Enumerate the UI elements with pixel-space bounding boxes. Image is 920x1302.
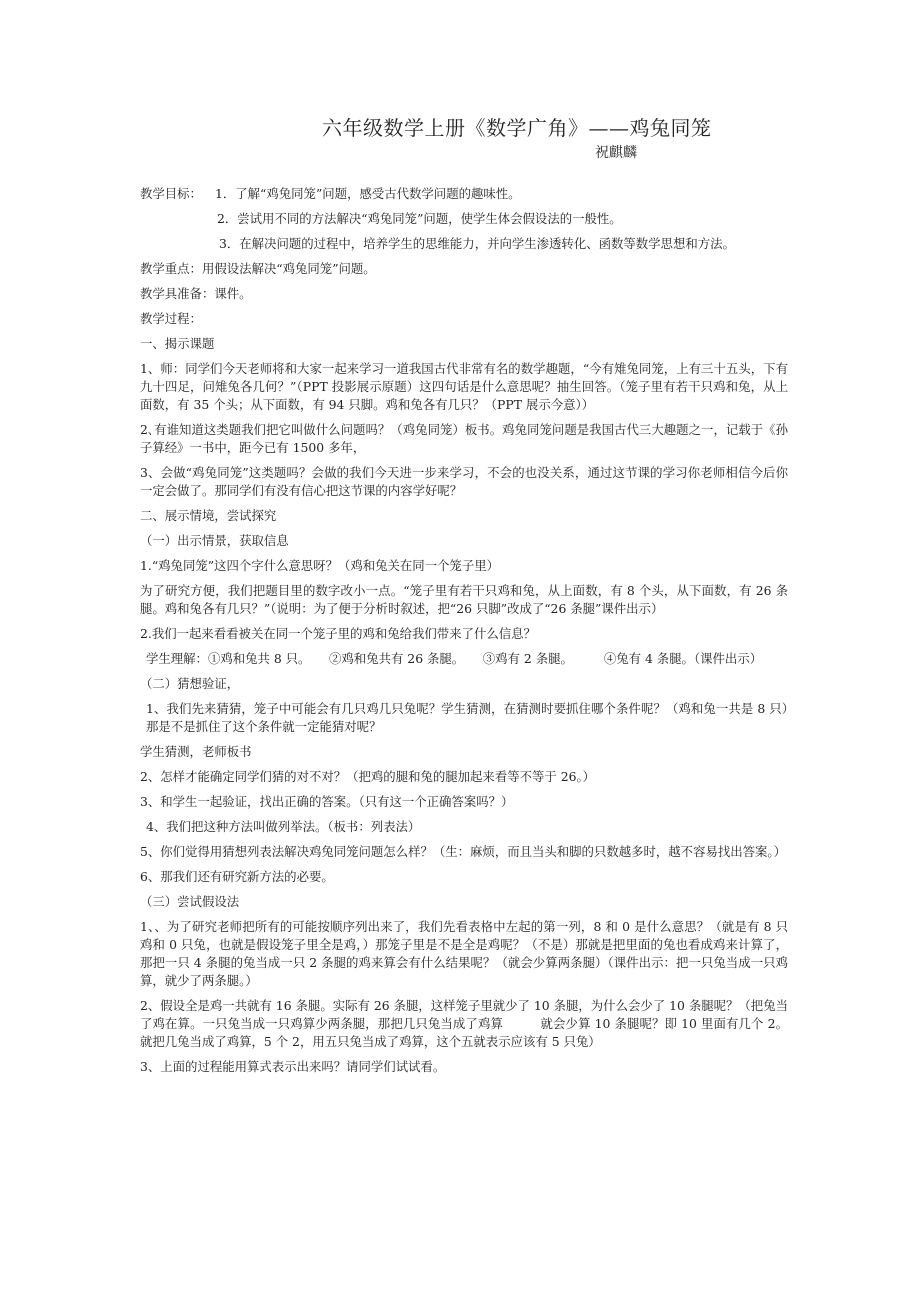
- teaching-process-label: 教学过程：: [140, 311, 202, 326]
- paragraph: 学生理解：①鸡和兔共 8 只。 ②鸡和兔共有 26 条腿。 ③鸡有 2 条腿。 ④兔有 4 条腿。（课件出示）: [146, 651, 763, 666]
- subsection-heading: （二）猜想验证，: [140, 676, 240, 691]
- section-heading: 一、揭示课题: [140, 336, 215, 351]
- author-name: 祝麒麟: [595, 145, 637, 161]
- paragraph: 为了研究方便，我们把题目里的数字改小一点。“笼子里有若干只鸡和兔，从上面数，有 8 个头，从下面数，有 26 条腿。鸡和兔各有几只？”（说明：为了便于分析时叙述，把“26 只脚”改成了“26 条腿”课件出示）: [140, 583, 788, 616]
- paragraph: 4、我们把这种方法叫做列举法。（板书：列表法）: [146, 819, 421, 834]
- paragraph: 1、我们先来猜猜，笼子中可能会有几只鸡几只兔呢？学生猜测，在猜测时要抓住哪个条件呢？（鸡和兔一共是 8 只）那是不是抓住了这个条件就一定能猜对呢？: [146, 701, 788, 734]
- paragraph: 3、和学生一起验证，找出正确的答案。（只有这一个正确答案吗？）: [140, 794, 514, 809]
- subsection-heading: （一）出示情景，获取信息: [140, 533, 289, 548]
- paragraph: 2､有谁知道这类题我们把它叫做什么问题吗？（鸡兔同笼）板书。鸡兔同笼问题是我国古代三大趣题之一，记载于《孙子算经》一书中，距今已有 1500 多年，: [140, 422, 788, 455]
- goal-item: 3．在解决问题的过程中，培养学生的思维能力，并向学生渗透转化、函数等数学思想和方法。: [219, 236, 735, 251]
- paragraph: 2、怎样才能确定同学们猜的对不对？（把鸡的腿和兔的腿加起来看等不等于 26。）: [140, 769, 596, 784]
- document-body: [140, 185, 788, 1083]
- paragraph: 5、你们觉得用猜想列表法解决鸡兔同笼问题怎么样？（生：麻烦，而且当头和脚的只数越多时，越不容易找出答案。）: [140, 844, 786, 859]
- paragraph: 1、、为了研究老师把所有的可能按顺序列出来了，我们先看表格中左起的第一列，8 和 0 是什么意思？（就是有 8 只鸡和 0 只兔，也就是假设笼子里全是鸡，）那笼子里是不是全是鸡呢？（不是）那就是把里面的兔也看成鸡来计算了，那把一只 4 条腿的兔当成一只 2 条腿的鸡来算会有什么结果呢？（就会少算两条腿）（课件出示：把一只兔当成一只鸡算，就少了两条腿。）: [140, 919, 788, 988]
- teaching-prep: 教学具准备：课件。: [140, 286, 252, 301]
- paragraph: 6、那我们还有研究新方法的必要。: [140, 869, 334, 884]
- teaching-goals-label: 教学目标：: [140, 186, 202, 201]
- key-point: 教学重点：用假设法解决“鸡兔同笼”问题。: [140, 261, 376, 276]
- paragraph: 3、上面的过程能用算式表示出来吗？请同学们试试看。: [140, 1059, 446, 1074]
- subsection-heading: （三）尝试假设法: [140, 894, 240, 909]
- goal-item: 1．了解“鸡兔同笼”问题，感受古代数学问题的趣味性。: [215, 186, 521, 201]
- paragraph: 学生猜测，老师板书: [140, 744, 252, 759]
- section-heading: 二、展示情境，尝试探究: [140, 508, 277, 523]
- paragraph: 1.“鸡兔同笼”这四个字什么意思呀？（鸡和兔关在同一个笼子里）: [140, 558, 500, 573]
- goal-item: 2．尝试用不同的方法解决“鸡兔同笼”问题，使学生体会假设法的一般性。: [217, 211, 622, 226]
- paragraph: 2、假设全是鸡一共就有 16 条腿。实际有 26 条腿，这样笼子里就少了 10 条腿，为什么会少了 10 条腿呢？（把兔当了鸡在算。一只兔当成一只鸡算少两条腿，那把几只兔当成了鸡算 就会少算 10 条腿呢？即 10 里面有几个 2。就把几兔当成了鸡算，5 个 2，用五只兔当成了鸡算，这个五就表示应该有 5 只兔）: [140, 998, 788, 1049]
- page-title: 六年级数学上册《数学广角》——鸡兔同笼: [322, 116, 712, 140]
- paragraph: 1、师：同学们今天老师将和大家一起来学习一道我国古代非常有名的数学趣题，“今有雉兔同笼，上有三十五头，下有九十四足，问雉兔各几何？”（PPT 投影展示原题）这四句话是什么意思呢？抽生回答。（笼子里有若干只鸡和兔，从上面数，有 35 个头；从下面数，有 94 只脚。鸡和兔各有几只？（PPT 展示今意））: [140, 361, 788, 412]
- paragraph: 3、会做“鸡兔同笼”这类题吗？会做的我们今天进一步来学习，不会的也没关系，通过这节课的学习你老师相信今后你一定会做了。那同学们有没有信心把这节课的内容学好呢？: [140, 465, 788, 498]
- paragraph: 2.我们一起来看看被关在同一个笼子里的鸡和兔给我们带来了什么信息？: [140, 626, 536, 641]
- teaching-goal-1: [140, 185, 788, 203]
